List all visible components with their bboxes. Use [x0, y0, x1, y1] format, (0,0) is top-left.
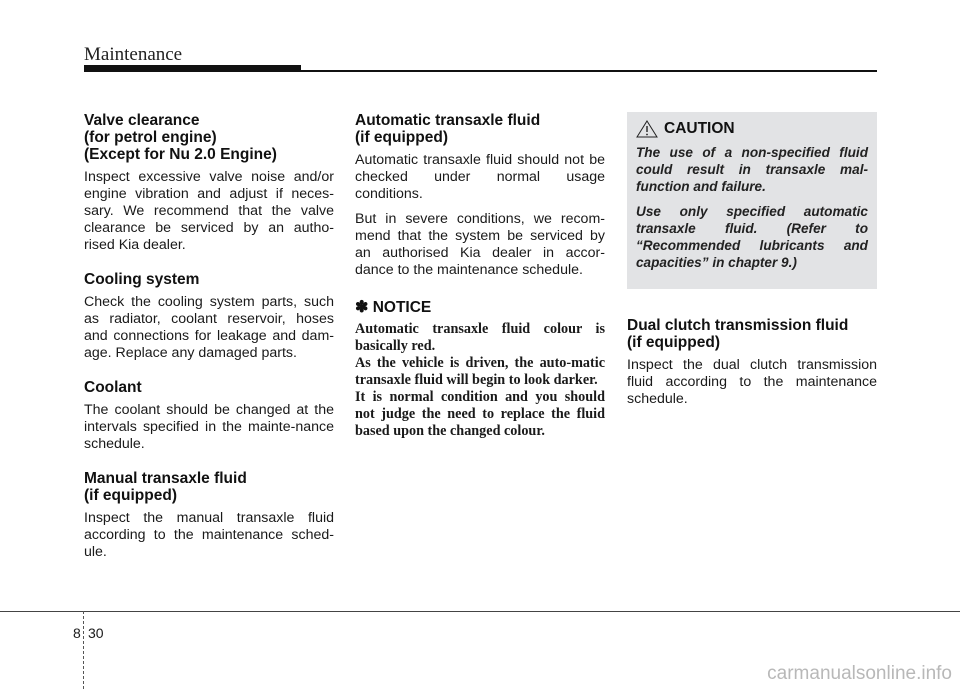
text-cooling-system: Check the cooling system parts, such as radiator, coolant reservoir, hoses and connections for leakage and dam-age. Replace any damaged parts. — [84, 294, 334, 361]
heading-coolant: Coolant — [84, 379, 142, 396]
text-coolant: The coolant should be changed at the intervals specified in the mainte-nance schedule. — [84, 402, 334, 452]
text-automatic-transaxle-2: But in severe conditions, we recom-mend that the system be serviced by an authorised Kia dealer in accor-dance to the maintenance schedule. — [355, 211, 605, 278]
notice-box — [355, 297, 605, 440]
column-middle — [355, 112, 605, 440]
page-number: 30 — [88, 625, 104, 641]
caution-text-1: The use of a non-specified fluid could result in transaxle mal-function and failure. — [636, 145, 868, 194]
warning-triangle-icon — [636, 120, 658, 138]
header-title: Maintenance — [84, 44, 183, 65]
column-right — [627, 112, 877, 416]
text-valve-clearance: Inspect excessive valve noise and/or engine vibration and adjust if neces-sary. We recommend that the valve clearance be serviced by an autho-rised Kia dealer. — [84, 169, 334, 253]
caution-header — [636, 120, 868, 138]
chapter-number: 8 — [73, 625, 81, 641]
header-rule — [301, 70, 877, 72]
footer-rule — [0, 611, 960, 612]
section-automatic-transaxle — [355, 112, 605, 279]
notice-title — [355, 297, 605, 317]
caution-text-2: Use only specified automatic transaxle fluid. (Refer to “Recommended lubricants and capacities” in chapter 9.) — [636, 204, 868, 270]
heading-automatic-transaxle: Automatic transaxle fluid (if equipped) — [355, 112, 541, 146]
heading-valve-clearance: Valve clearance (for petrol engine) (Except for Nu 2.0 Engine) — [84, 112, 277, 163]
text-dual-clutch: Inspect the dual clutch transmission fluid according to the maintenance schedule. — [627, 357, 877, 407]
heading-dual-clutch: Dual clutch transmission fluid (if equipped) — [627, 317, 849, 351]
section-manual-transaxle — [84, 470, 334, 561]
caution-box — [627, 112, 877, 289]
heading-cooling-system: Cooling system — [84, 271, 200, 288]
section-coolant — [84, 379, 334, 453]
notice-star-icon: ✽ — [355, 299, 369, 316]
notice-title-text: NOTICE — [372, 299, 432, 316]
watermark: carmanualsonline.info — [767, 663, 952, 684]
text-manual-transaxle: Inspect the manual transaxle fluid according to the maintenance sched-ule. — [84, 510, 334, 560]
column-left — [84, 112, 334, 578]
section-cooling-system — [84, 271, 334, 362]
section-valve-clearance — [84, 112, 334, 254]
header-bar — [84, 65, 301, 72]
caution-title: CAUTION — [664, 120, 735, 137]
heading-manual-transaxle: Manual transaxle fluid (if equipped) — [84, 470, 247, 504]
notice-text: Automatic transaxle fluid colour is basically red. As the vehicle is driven, the auto-matic transaxle fluid will begin to look darker. It is normal condition and you should not judge the need to replace the fluid based upon the changed colour. — [355, 321, 605, 439]
text-automatic-transaxle-1: Automatic transaxle fluid should not be checked under normal usage conditions. — [355, 152, 605, 202]
section-dual-clutch — [627, 317, 877, 408]
footer-divider — [83, 611, 85, 689]
